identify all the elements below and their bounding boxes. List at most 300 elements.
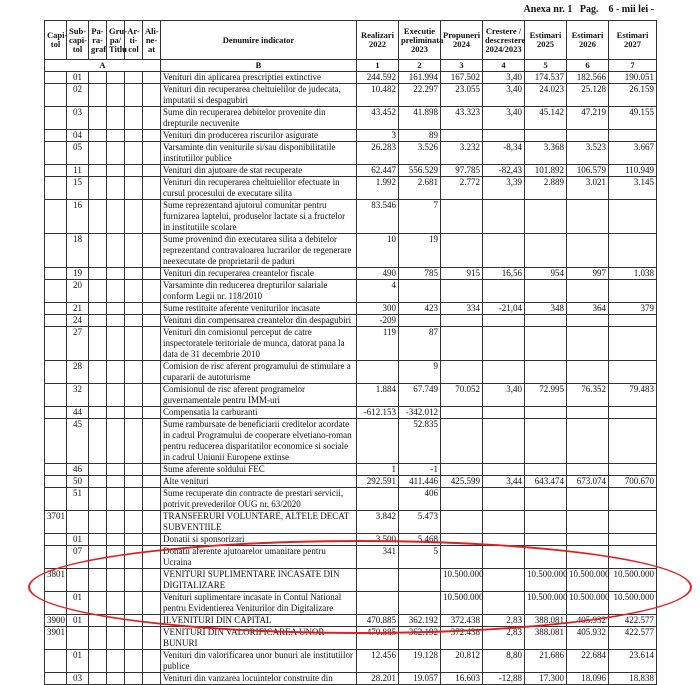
cell-value: 244.592 xyxy=(357,72,399,84)
cell-value xyxy=(441,511,483,534)
cell-indicator-name: Comision de risc aferent programului de stimulare a cupararii de autoturisme xyxy=(161,361,357,384)
cell-paragraf xyxy=(89,569,107,592)
cell-value: 490 xyxy=(357,268,399,280)
cell-grupa xyxy=(107,107,125,130)
cell-value: 3,44 xyxy=(483,476,525,488)
cell-value xyxy=(567,234,609,268)
cell-paragraf xyxy=(89,488,107,511)
col-letter: 7 xyxy=(609,60,657,72)
cell-articol xyxy=(125,107,143,130)
cell-articol xyxy=(125,464,143,476)
cell-value xyxy=(483,200,525,234)
cell-articol xyxy=(125,673,143,685)
budget-table xyxy=(44,20,657,685)
cell-paragraf xyxy=(89,165,107,177)
cell-capitol xyxy=(45,303,67,315)
cell-articol xyxy=(125,627,143,650)
cell-capitol xyxy=(45,200,67,234)
cell-value xyxy=(525,534,567,546)
cell-value xyxy=(483,407,525,419)
cell-alineat xyxy=(143,546,161,569)
cell-paragraf xyxy=(89,464,107,476)
cell-subcapitol: 01 xyxy=(67,72,89,84)
cell-alineat xyxy=(143,419,161,464)
cell-value: 3.842 xyxy=(357,511,399,534)
cell-capitol: 3900 xyxy=(45,615,67,627)
col-letter: 6 xyxy=(567,60,609,72)
cell-paragraf xyxy=(89,142,107,165)
cell-value: 41.898 xyxy=(399,107,441,130)
table-body xyxy=(45,72,657,685)
cell-articol xyxy=(125,142,143,165)
cell-value xyxy=(567,327,609,361)
cell-alineat xyxy=(143,407,161,419)
cell-indicator-name: Venituri din vanzarea locuintelor construite din xyxy=(161,673,357,685)
cell-value xyxy=(609,407,657,419)
cell-value: 673.074 xyxy=(567,476,609,488)
cell-value xyxy=(399,592,441,615)
cell-grupa xyxy=(107,142,125,165)
cell-value: 23.614 xyxy=(609,650,657,673)
cell-paragraf xyxy=(89,407,107,419)
col-letter: 3 xyxy=(441,60,483,72)
cell-subcapitol: 01 xyxy=(67,615,89,627)
cell-value: 5.468 xyxy=(399,534,441,546)
cell-alineat xyxy=(143,327,161,361)
cell-indicator-name: Venituri din comisionul perceput de catre inspectoratele teritoriale de munca, datorat pana la data de 31 decembrie 2010 xyxy=(161,327,357,361)
cell-value xyxy=(441,488,483,511)
cell-value xyxy=(567,200,609,234)
cell-value: 10.500.000 xyxy=(609,592,657,615)
table-row xyxy=(45,546,657,569)
cell-subcapitol: 01 xyxy=(67,534,89,546)
cell-indicator-name: Venituri din recuperarea cheltuielilor efectuate in cursul procesului de executare silita xyxy=(161,177,357,200)
cell-alineat xyxy=(143,569,161,592)
cell-alineat xyxy=(143,107,161,130)
cell-value xyxy=(525,234,567,268)
cell-value xyxy=(441,419,483,464)
cell-value: 1.992 xyxy=(357,177,399,200)
cell-alineat xyxy=(143,673,161,685)
cell-indicator-name: Venituri din ajutoare de stat recuperate xyxy=(161,165,357,177)
cell-value: 182.566 xyxy=(567,72,609,84)
cell-value xyxy=(567,464,609,476)
cell-value xyxy=(525,361,567,384)
cell-capitol xyxy=(45,464,67,476)
cell-paragraf xyxy=(89,303,107,315)
cell-subcapitol: 18 xyxy=(67,234,89,268)
cell-alineat xyxy=(143,627,161,650)
cell-capitol: 3801 xyxy=(45,569,67,592)
cell-grupa xyxy=(107,627,125,650)
cell-paragraf xyxy=(89,476,107,488)
cell-articol xyxy=(125,419,143,464)
cell-value xyxy=(609,234,657,268)
cell-capitol xyxy=(45,546,67,569)
table-row xyxy=(45,615,657,627)
cell-value: 47.219 xyxy=(567,107,609,130)
cell-alineat xyxy=(143,303,161,315)
table-row xyxy=(45,569,657,592)
cell-grupa xyxy=(107,476,125,488)
cell-value xyxy=(609,200,657,234)
cell-grupa xyxy=(107,234,125,268)
cell-capitol: 3701 xyxy=(45,511,67,534)
cell-value xyxy=(357,488,399,511)
cell-subcapitol: 28 xyxy=(67,361,89,384)
cell-capitol xyxy=(45,488,67,511)
cell-articol xyxy=(125,592,143,615)
cell-paragraf xyxy=(89,107,107,130)
cell-paragraf xyxy=(89,327,107,361)
cell-subcapitol: 45 xyxy=(67,419,89,464)
cell-paragraf xyxy=(89,361,107,384)
cell-alineat xyxy=(143,84,161,107)
cell-articol xyxy=(125,84,143,107)
cell-value: -12,88 xyxy=(483,673,525,685)
cell-subcapitol: 16 xyxy=(67,200,89,234)
cell-value xyxy=(441,200,483,234)
col-header: Ali-ne-at xyxy=(143,21,161,60)
cell-value xyxy=(441,546,483,569)
cell-value xyxy=(399,280,441,303)
cell-value: 3.232 xyxy=(441,142,483,165)
cell-value: 954 xyxy=(525,268,567,280)
cell-value: 388.081 xyxy=(525,615,567,627)
cell-value: 411.446 xyxy=(399,476,441,488)
cell-value: 5 xyxy=(399,546,441,569)
cell-grupa xyxy=(107,615,125,627)
cell-value: 1.038 xyxy=(609,268,657,280)
cell-alineat xyxy=(143,464,161,476)
table-row xyxy=(45,384,657,407)
cell-grupa xyxy=(107,488,125,511)
cell-paragraf xyxy=(89,419,107,464)
cell-indicator-name: Venituri din compensarea creantelor din despagubiri xyxy=(161,315,357,327)
col-header: Gru-pa/ Titlu xyxy=(107,21,125,60)
cell-subcapitol: 21 xyxy=(67,303,89,315)
cell-value xyxy=(483,464,525,476)
cell-paragraf xyxy=(89,130,107,142)
cell-indicator-name: Venituri din valorificarea unor bunuri ale institutiilor publice xyxy=(161,650,357,673)
cell-value xyxy=(441,464,483,476)
table-row xyxy=(45,315,657,327)
cell-value: 2.889 xyxy=(525,177,567,200)
cell-value: 643.474 xyxy=(525,476,567,488)
cell-value: 67.749 xyxy=(399,384,441,407)
cell-value xyxy=(567,407,609,419)
cell-alineat xyxy=(143,592,161,615)
cell-value xyxy=(567,419,609,464)
cell-grupa xyxy=(107,569,125,592)
cell-value xyxy=(525,280,567,303)
cell-value: 21.686 xyxy=(525,650,567,673)
cell-indicator-name: II.VENITURI DIN CAPITAL xyxy=(161,615,357,627)
cell-value: 22.684 xyxy=(567,650,609,673)
cell-paragraf xyxy=(89,84,107,107)
cell-value: -342.012 xyxy=(399,407,441,419)
cell-capitol xyxy=(45,315,67,327)
cell-value: -1 xyxy=(399,464,441,476)
cell-value: -612.153 xyxy=(357,407,399,419)
cell-alineat xyxy=(143,476,161,488)
cell-value: 348 xyxy=(525,303,567,315)
cell-subcapitol: 01 xyxy=(67,650,89,673)
cell-value xyxy=(525,130,567,142)
col-letter: 4 xyxy=(483,60,525,72)
cell-grupa xyxy=(107,177,125,200)
cell-value xyxy=(357,419,399,464)
cell-value xyxy=(609,280,657,303)
cell-value xyxy=(483,534,525,546)
cell-value: 700.670 xyxy=(609,476,657,488)
cell-value: 915 xyxy=(441,268,483,280)
cell-value xyxy=(441,327,483,361)
cell-grupa xyxy=(107,546,125,569)
cell-grupa xyxy=(107,327,125,361)
cell-grupa xyxy=(107,165,125,177)
cell-articol xyxy=(125,315,143,327)
cell-value: 28.201 xyxy=(357,673,399,685)
cell-value: 8,80 xyxy=(483,650,525,673)
cell-value: 19.128 xyxy=(399,650,441,673)
cell-value: 1 xyxy=(357,464,399,476)
cell-value: 422.577 xyxy=(609,627,657,650)
cell-indicator-name: Donatii si sponsorizari xyxy=(161,534,357,546)
cell-value xyxy=(525,419,567,464)
cell-grupa xyxy=(107,673,125,685)
cell-value xyxy=(441,534,483,546)
cell-value: 76.352 xyxy=(567,384,609,407)
cell-indicator-name: Donatii aferente ajutoarelor umanitare pentru Ucraina xyxy=(161,546,357,569)
cell-value: 16.603 xyxy=(441,673,483,685)
cell-value xyxy=(483,234,525,268)
cell-value xyxy=(567,534,609,546)
table-row xyxy=(45,464,657,476)
cell-indicator-name: Sume din recuperarea debitelor provenite din drepturile necuvenite xyxy=(161,107,357,130)
cell-paragraf xyxy=(89,534,107,546)
cell-alineat xyxy=(143,142,161,165)
col-header: Ar-ti-col xyxy=(125,21,143,60)
cell-value xyxy=(483,511,525,534)
table-row xyxy=(45,419,657,464)
col-header: Realizari 2022 xyxy=(357,21,399,60)
table-row xyxy=(45,303,657,315)
cell-alineat xyxy=(143,384,161,407)
cell-value: 3.523 xyxy=(567,142,609,165)
cell-alineat xyxy=(143,165,161,177)
table-row xyxy=(45,592,657,615)
cell-value: 3,40 xyxy=(483,72,525,84)
col-header: Denumire indicator xyxy=(161,21,357,60)
cell-value: 18.096 xyxy=(567,673,609,685)
cell-value: 62.447 xyxy=(357,165,399,177)
cell-subcapitol: 51 xyxy=(67,488,89,511)
cell-value xyxy=(483,280,525,303)
col-letter: B xyxy=(161,60,357,72)
cell-value xyxy=(483,592,525,615)
cell-value xyxy=(483,419,525,464)
cell-value: 110.949 xyxy=(609,165,657,177)
cell-capitol xyxy=(45,361,67,384)
col-header: Pa-ra-graf xyxy=(89,21,107,60)
table-row xyxy=(45,84,657,107)
cell-subcapitol: 07 xyxy=(67,546,89,569)
col-header: Crestere / descrestere 2024/2023 xyxy=(483,21,525,60)
cell-indicator-name: VENITURI SUPLIMENTARE INCASATE DIN DIGITALIZARE xyxy=(161,569,357,592)
cell-value: 10.500.000 xyxy=(525,592,567,615)
cell-subcapitol: 02 xyxy=(67,84,89,107)
table-row xyxy=(45,142,657,165)
cell-indicator-name: Sume reprezentand ajutorul comunitar pentru furnizarea laptelui, produselor lactate si a fructelor in institutiile scolare xyxy=(161,200,357,234)
cell-indicator-name: Venituri din recuperarea creantelor fiscale xyxy=(161,268,357,280)
table-row xyxy=(45,268,657,280)
table-row xyxy=(45,673,657,685)
cell-capitol xyxy=(45,177,67,200)
cell-alineat xyxy=(143,315,161,327)
cell-indicator-name: Sume restituite aferente veniturilor incasate xyxy=(161,303,357,315)
cell-subcapitol: 01 xyxy=(67,592,89,615)
cell-value: 379 xyxy=(609,303,657,315)
table-row xyxy=(45,361,657,384)
cell-alineat xyxy=(143,200,161,234)
cell-value xyxy=(567,315,609,327)
cell-value xyxy=(441,361,483,384)
table-row xyxy=(45,627,657,650)
cell-value: 3,40 xyxy=(483,107,525,130)
cell-capitol xyxy=(45,327,67,361)
col-header: Capi-tol xyxy=(45,21,67,60)
cell-alineat xyxy=(143,234,161,268)
col-header: Estimari 2025 xyxy=(525,21,567,60)
cell-value xyxy=(567,511,609,534)
cell-capitol xyxy=(45,107,67,130)
cell-value xyxy=(525,511,567,534)
cell-subcapitol xyxy=(67,511,89,534)
annex-header xyxy=(524,4,654,15)
cell-value xyxy=(609,315,657,327)
cell-value xyxy=(567,488,609,511)
cell-capitol xyxy=(45,534,67,546)
cell-grupa xyxy=(107,419,125,464)
cell-paragraf xyxy=(89,234,107,268)
cell-value: 362.192 xyxy=(399,615,441,627)
cell-grupa xyxy=(107,200,125,234)
cell-value: 25.128 xyxy=(567,84,609,107)
cell-value: -21,04 xyxy=(483,303,525,315)
cell-value: 16,56 xyxy=(483,268,525,280)
cell-value xyxy=(567,130,609,142)
cell-subcapitol: 03 xyxy=(67,673,89,685)
cell-value xyxy=(483,130,525,142)
cell-value: 3.526 xyxy=(399,142,441,165)
annex-number: Anexa nr. 1 xyxy=(523,4,573,15)
cell-value xyxy=(399,569,441,592)
cell-value: 26.283 xyxy=(357,142,399,165)
cell-capitol xyxy=(45,165,67,177)
cell-value xyxy=(483,569,525,592)
cell-value: 3,39 xyxy=(483,177,525,200)
cell-indicator-name: Varsaminte din veniturile si/sau disponibilitatile institutiilor publice xyxy=(161,142,357,165)
cell-grupa xyxy=(107,268,125,280)
cell-value xyxy=(357,569,399,592)
cell-value xyxy=(609,361,657,384)
table-row xyxy=(45,72,657,84)
cell-capitol xyxy=(45,234,67,268)
table-row xyxy=(45,165,657,177)
cell-alineat xyxy=(143,361,161,384)
cell-paragraf xyxy=(89,650,107,673)
cell-value xyxy=(609,130,657,142)
cell-value: 79.483 xyxy=(609,384,657,407)
cell-indicator-name: Venituri din recuperarea cheltuielilor de judecata, imputatii si despagubiri xyxy=(161,84,357,107)
cell-value: 372.438 xyxy=(441,615,483,627)
cell-capitol xyxy=(45,476,67,488)
cell-value: 300 xyxy=(357,303,399,315)
cell-alineat xyxy=(143,534,161,546)
cell-value: 52.835 xyxy=(399,419,441,464)
cell-paragraf xyxy=(89,592,107,615)
col-letter: 2 xyxy=(399,60,441,72)
cell-paragraf xyxy=(89,546,107,569)
cell-value: 10.500.000 xyxy=(567,592,609,615)
cell-capitol xyxy=(45,592,67,615)
cell-value: 2.681 xyxy=(399,177,441,200)
cell-value: 3 xyxy=(357,130,399,142)
cell-value xyxy=(525,200,567,234)
cell-value xyxy=(525,407,567,419)
cell-articol xyxy=(125,234,143,268)
cell-value: 292.591 xyxy=(357,476,399,488)
table-row xyxy=(45,476,657,488)
cell-value: 17.300 xyxy=(525,673,567,685)
cell-value: 10.500.000 xyxy=(609,569,657,592)
cell-value xyxy=(483,327,525,361)
cell-value: 3,40 xyxy=(483,84,525,107)
cell-indicator-name: Sume rambursate de beneficiarii creditelor acordate in cadrul Programului de cooperare elvetiano-roman pentru reducerea disparitatilor economice si sociale in cadrul Uniunii Europene extinse xyxy=(161,419,357,464)
cell-value xyxy=(357,361,399,384)
cell-indicator-name: Venituri din producerea riscurilor asigurate xyxy=(161,130,357,142)
cell-value: 423 xyxy=(399,303,441,315)
cell-subcapitol xyxy=(67,569,89,592)
table-row xyxy=(45,511,657,534)
cell-value: 22.297 xyxy=(399,84,441,107)
cell-value xyxy=(609,534,657,546)
cell-capitol xyxy=(45,142,67,165)
cell-articol xyxy=(125,177,143,200)
cell-value: 425.599 xyxy=(441,476,483,488)
cell-value xyxy=(483,315,525,327)
cell-value: 10.482 xyxy=(357,84,399,107)
cell-paragraf xyxy=(89,280,107,303)
cell-value: 406 xyxy=(399,488,441,511)
cell-articol xyxy=(125,280,143,303)
cell-grupa xyxy=(107,361,125,384)
cell-capitol xyxy=(45,268,67,280)
cell-value xyxy=(609,511,657,534)
cell-articol xyxy=(125,569,143,592)
cell-grupa xyxy=(107,130,125,142)
col-header: Sub-capi-tol xyxy=(67,21,89,60)
cell-subcapitol: 15 xyxy=(67,177,89,200)
cell-value: 97.785 xyxy=(441,165,483,177)
cell-articol xyxy=(125,165,143,177)
cell-value xyxy=(525,488,567,511)
cell-paragraf xyxy=(89,511,107,534)
cell-value xyxy=(441,234,483,268)
cell-value xyxy=(483,546,525,569)
table-row xyxy=(45,650,657,673)
